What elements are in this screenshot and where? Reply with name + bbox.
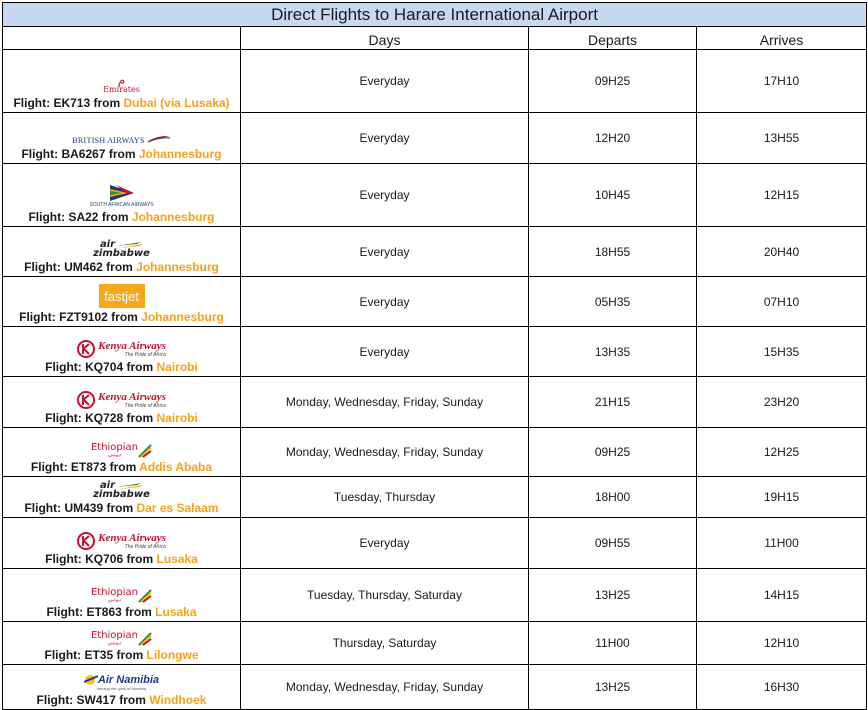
british-airways-logo: BRITISH AIRWAYS — [72, 135, 170, 145]
flight-code: SW417 — [76, 693, 116, 707]
airline-logo — [3, 236, 240, 258]
days-cell: Everyday — [241, 227, 529, 277]
flight-prefix: Flight: — [13, 96, 54, 110]
flight-code: KQ704 — [85, 360, 124, 374]
from-word: from — [113, 648, 147, 662]
arrives-cell: 20H40 — [697, 227, 867, 277]
flight-cell — [3, 622, 241, 665]
flight-origin: Dubai (via Lusaka) — [123, 96, 230, 110]
days-cell: Tuesday, Thursday, Saturday — [241, 569, 529, 622]
flight-origin: Lusaka — [156, 552, 198, 566]
airline-logo — [3, 528, 240, 550]
airline-logo — [3, 186, 240, 208]
table-row — [3, 113, 867, 164]
airline-logo — [3, 581, 240, 603]
flight-cell — [3, 377, 241, 428]
flight-prefix: Flight: — [36, 693, 77, 707]
table-row — [3, 622, 867, 665]
days-cell: Everyday — [241, 164, 529, 227]
flight-rows — [3, 50, 867, 710]
arrives-cell: 17H10 — [697, 50, 867, 113]
flights-table — [2, 2, 867, 710]
air-zimbabwe-logo: air zimbabwe — [93, 239, 150, 259]
flight-cell — [3, 227, 241, 277]
flight-cell — [3, 327, 241, 377]
flight-code: UM462 — [64, 260, 103, 274]
arrives-cell: 12H15 — [697, 164, 867, 227]
flight-code: KQ728 — [85, 411, 124, 425]
table-row — [3, 428, 867, 477]
flight-origin: Dar es Salaam — [136, 501, 219, 515]
flight-cell — [3, 50, 241, 113]
airline-logo — [3, 624, 240, 646]
arrives-cell: 11H00 — [697, 518, 867, 569]
flight-cell — [3, 428, 241, 477]
days-cell: Monday, Wednesday, Friday, Sunday — [241, 665, 529, 710]
flight-cell — [3, 164, 241, 227]
flight-label — [3, 605, 240, 619]
arrives-cell: 23H20 — [697, 377, 867, 428]
arrives-cell: 15H35 — [697, 327, 867, 377]
departs-cell: 09H25 — [529, 428, 697, 477]
airline-logo — [3, 387, 240, 409]
header-arrives: Arrives — [697, 27, 867, 50]
header-row — [3, 27, 867, 50]
flight-cell — [3, 569, 241, 622]
flight-prefix: Flight: — [19, 310, 60, 324]
flight-label — [3, 360, 240, 374]
days-cell: Everyday — [241, 277, 529, 327]
flight-label — [3, 411, 240, 425]
arrives-cell: 16H30 — [697, 665, 867, 710]
flight-code: SA22 — [68, 210, 99, 224]
south-african-airways-logo: SOUTH AFRICAN AIRWAYS — [89, 184, 153, 208]
departs-cell: 09H25 — [529, 50, 697, 113]
table-row — [3, 477, 867, 518]
flight-prefix: Flight: — [21, 147, 62, 161]
arrives-cell: 19H15 — [697, 477, 867, 518]
from-word: from — [123, 360, 157, 374]
flight-label — [3, 310, 240, 324]
arrives-cell: 12H25 — [697, 428, 867, 477]
flight-cell — [3, 518, 241, 569]
departs-cell: 12H20 — [529, 113, 697, 164]
flight-prefix: Flight: — [44, 648, 85, 662]
flight-origin: Nairobi — [156, 411, 198, 425]
flight-code: ET873 — [70, 460, 107, 474]
air-zimbabwe-logo: air zimbabwe — [93, 480, 150, 500]
flight-origin: Lilongwe — [146, 648, 199, 662]
flight-label — [3, 648, 240, 662]
from-word: from — [106, 460, 140, 474]
flight-code: KQ706 — [85, 552, 124, 566]
from-word: from — [121, 605, 156, 619]
departs-cell: 18H00 — [529, 477, 697, 518]
days-cell: Thursday, Saturday — [241, 622, 529, 665]
table-row — [3, 518, 867, 569]
days-cell: Everyday — [241, 518, 529, 569]
flight-cell — [3, 113, 241, 164]
flight-cell — [3, 277, 241, 327]
arrives-cell: 12H10 — [697, 622, 867, 665]
table-row — [3, 377, 867, 428]
from-word: from — [90, 96, 124, 110]
departs-cell: 21H15 — [529, 377, 697, 428]
from-word: from — [123, 411, 157, 425]
flight-origin: Lusaka — [155, 605, 197, 619]
table-row — [3, 50, 867, 113]
from-word: from — [115, 693, 150, 707]
from-word: from — [105, 147, 139, 161]
airline-logo — [3, 123, 240, 145]
emirates-logo: م Emirates — [103, 73, 140, 94]
departs-cell: 13H25 — [529, 569, 697, 622]
flight-prefix: Flight: — [45, 411, 86, 425]
flight-label — [3, 501, 240, 515]
flight-code: BA6267 — [61, 147, 106, 161]
flight-label — [3, 460, 240, 474]
table-row — [3, 277, 867, 327]
flight-code: FZT9102 — [59, 310, 108, 324]
departs-cell: 09H55 — [529, 518, 697, 569]
flight-prefix: Flight: — [24, 260, 65, 274]
days-cell: Everyday — [241, 50, 529, 113]
flight-prefix: Flight: — [30, 460, 71, 474]
departs-cell: 11H00 — [529, 622, 697, 665]
header-days: Days — [241, 27, 529, 50]
arrives-cell: 13H55 — [697, 113, 867, 164]
flight-origin: Addis Ababa — [139, 460, 213, 474]
table-row — [3, 569, 867, 622]
table-row — [3, 327, 867, 377]
ethiopian-logo: Ethiopian ኢትዮጵያ — [91, 442, 152, 458]
kenya-airways-logo: Kenya Airways The Pride of Africa — [77, 340, 166, 358]
from-word: from — [102, 260, 137, 274]
airline-logo — [3, 286, 240, 308]
flight-code: ET863 — [86, 605, 122, 619]
airline-logo — [3, 436, 240, 458]
flight-origin: Johannesburg — [138, 147, 222, 161]
header-flight — [3, 27, 241, 50]
flight-prefix: Flight: — [45, 360, 86, 374]
flight-code: EK713 — [53, 96, 91, 110]
flight-prefix: Flight: — [45, 552, 86, 566]
flight-origin: Nairobi — [156, 360, 198, 374]
flight-cell — [3, 665, 241, 710]
table-row — [3, 665, 867, 710]
flight-prefix: Flight: — [28, 210, 69, 224]
air-namibia-logo: Air Namibia serving the spirit of Namibia — [84, 674, 159, 691]
from-word: from — [123, 552, 157, 566]
flight-prefix: Flight: — [24, 501, 65, 515]
kenya-airways-logo: Kenya Airways The Pride of Africa — [77, 391, 166, 409]
days-cell: Monday, Wednesday, Friday, Sunday — [241, 377, 529, 428]
departs-cell: 18H55 — [529, 227, 697, 277]
days-cell: Monday, Wednesday, Friday, Sunday — [241, 428, 529, 477]
airline-logo — [3, 477, 240, 499]
table-row — [3, 227, 867, 277]
table-row — [3, 164, 867, 227]
header-departs: Departs — [529, 27, 697, 50]
flight-cell — [3, 477, 241, 518]
ethiopian-logo: Ethiopian ኢትዮጵያ — [91, 630, 152, 646]
flight-prefix: Flight: — [46, 605, 87, 619]
airline-logo — [3, 72, 240, 94]
arrives-cell: 14H15 — [697, 569, 867, 622]
flight-origin: Windhoek — [149, 693, 207, 707]
flight-label — [3, 96, 240, 110]
flight-label — [3, 147, 240, 161]
departs-cell: 05H35 — [529, 277, 697, 327]
ethiopian-logo: Ethiopian ኢትዮጵያ — [91, 587, 152, 603]
from-word: from — [103, 501, 137, 515]
flight-label — [3, 552, 240, 566]
airline-logo — [3, 669, 240, 691]
flight-origin: Johannesburg — [131, 210, 215, 224]
flight-origin: Johannesburg — [141, 310, 224, 324]
fastjet-logo: fastjet — [99, 284, 145, 308]
title-row — [3, 3, 867, 27]
flight-code: UM439 — [64, 501, 104, 515]
from-word: from — [107, 310, 142, 324]
days-cell: Everyday — [241, 113, 529, 164]
table-title: Direct Flights to Harare International Airport — [3, 3, 867, 27]
departs-cell: 13H35 — [529, 327, 697, 377]
days-cell: Tuesday, Thursday — [241, 477, 529, 518]
flight-code: ET35 — [84, 648, 114, 662]
days-cell: Everyday — [241, 327, 529, 377]
airline-logo — [3, 336, 240, 358]
flight-label — [3, 210, 240, 224]
flight-label — [3, 260, 240, 274]
departs-cell: 10H45 — [529, 164, 697, 227]
flight-origin: Johannesburg — [136, 260, 219, 274]
arrives-cell: 07H10 — [697, 277, 867, 327]
departs-cell: 13H25 — [529, 665, 697, 710]
from-word: from — [98, 210, 132, 224]
kenya-airways-logo: Kenya Airways The Pride of Africa — [77, 532, 166, 550]
